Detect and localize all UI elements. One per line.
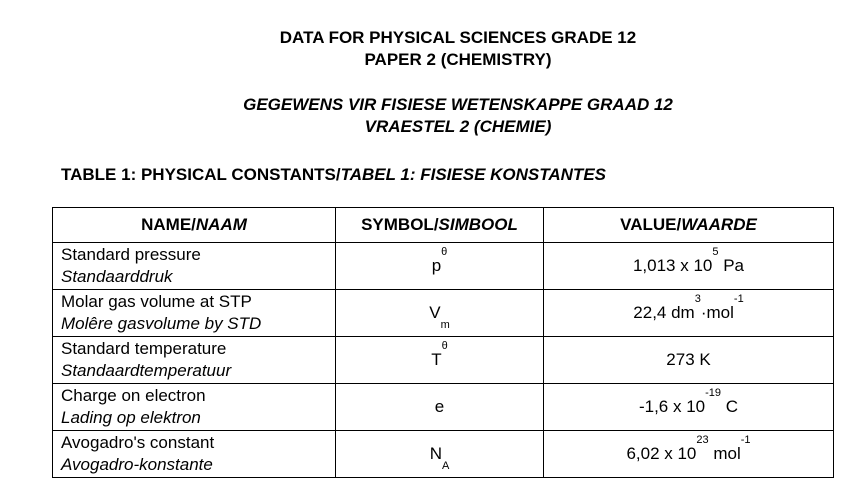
constant-symbol: p [431,256,442,275]
constant-value-cell [544,431,834,478]
paper-subtitle-afrikaans: VRAESTEL 2 (CHEMIE) [364,117,552,136]
column-header-symbol [336,208,544,243]
constant-name-cell [53,384,336,431]
value-unit: ·mol [700,303,734,322]
constant-symbol: T [431,350,442,369]
constant-name-afrikaans: Lading op elektron [61,408,201,427]
unit-exponent: -1 [740,434,751,446]
constant-name: Avogadro's constant [61,433,215,452]
document-title-afrikaans: GEGEWENS VIR FISIESE WETENSKAPPE GRAAD 12 [243,95,673,114]
constant-value: 6,02 x 10 [626,444,697,463]
constant-symbol: N [429,444,442,463]
constant-value: 1,013 x 10 [632,256,713,275]
constant-value: 22,4 dm [633,303,695,322]
physical-constants-table [52,207,834,478]
constant-name-afrikaans: Standaarddruk [61,267,173,286]
table-row [53,243,834,290]
constant-name-cell [53,243,336,290]
unit-exponent: -1 [733,293,744,305]
table-row [53,431,834,478]
constant-symbol-cell [336,243,544,290]
column-header-value [544,208,834,243]
constant-value-cell [544,243,834,290]
constant-symbol-cell [336,337,544,384]
document-title: DATA FOR PHYSICAL SCIENCES GRADE 12 [279,28,637,47]
constant-symbol-cell [336,384,544,431]
table-row [53,290,834,337]
constant-value: 273 K [666,350,711,369]
constant-symbol-cell [336,431,544,478]
symbol-superscript: θ [441,340,448,352]
table-title [61,164,606,186]
table-title-afrikaans: TABEL 1: FISIESE KONSTANTES [340,165,606,184]
constant-value-cell [544,337,834,384]
constant-value-cell [544,384,834,431]
constant-symbol: e [434,397,445,416]
constant-name: Charge on electron [61,386,206,405]
paper-subtitle: PAPER 2 (CHEMISTRY) [364,50,552,69]
symbol-subscript: m [440,319,450,331]
table-title-english: TABLE 1: PHYSICAL CONSTANTS/ [61,165,341,184]
constant-name: Molar gas volume at STP [61,292,252,311]
symbol-superscript: θ [441,246,448,258]
column-header-value-af: WAARDE [681,215,757,234]
value-unit: Pa [718,256,745,275]
column-header-name [53,208,336,243]
constant-name-afrikaans: Standaardtemperatuur [61,361,232,380]
constant-name-cell [53,337,336,384]
symbol-subscript: A [441,460,450,472]
column-header-symbol-en: SYMBOL/ [361,215,439,234]
constant-name-cell [53,431,336,478]
value-exponent: 23 [696,434,709,446]
table-row [53,384,834,431]
constant-value-cell [544,290,834,337]
value-exponent: 5 [712,246,719,258]
value-exponent: -19 [705,387,722,399]
column-header-value-en: VALUE/ [620,215,682,234]
constant-symbol: V [429,303,441,322]
constant-value: -1,6 x 10 [638,397,706,416]
column-header-name-af: NAAM [195,215,247,234]
constant-name-afrikaans: Molêre gasvolume by STD [61,314,262,333]
value-exponent: 3 [694,293,701,305]
constant-name: Standard pressure [61,245,201,264]
constant-name-afrikaans: Avogadro-konstante [61,455,213,474]
value-unit: C [721,397,739,416]
constant-symbol-cell [336,290,544,337]
table-row [53,337,834,384]
table-header-row [53,208,834,243]
column-header-symbol-af: SIMBOOL [438,215,518,234]
column-header-name-en: NAME/ [141,215,196,234]
value-unit: mol [708,444,741,463]
constant-name-cell [53,290,336,337]
constant-name: Standard temperature [61,339,227,358]
